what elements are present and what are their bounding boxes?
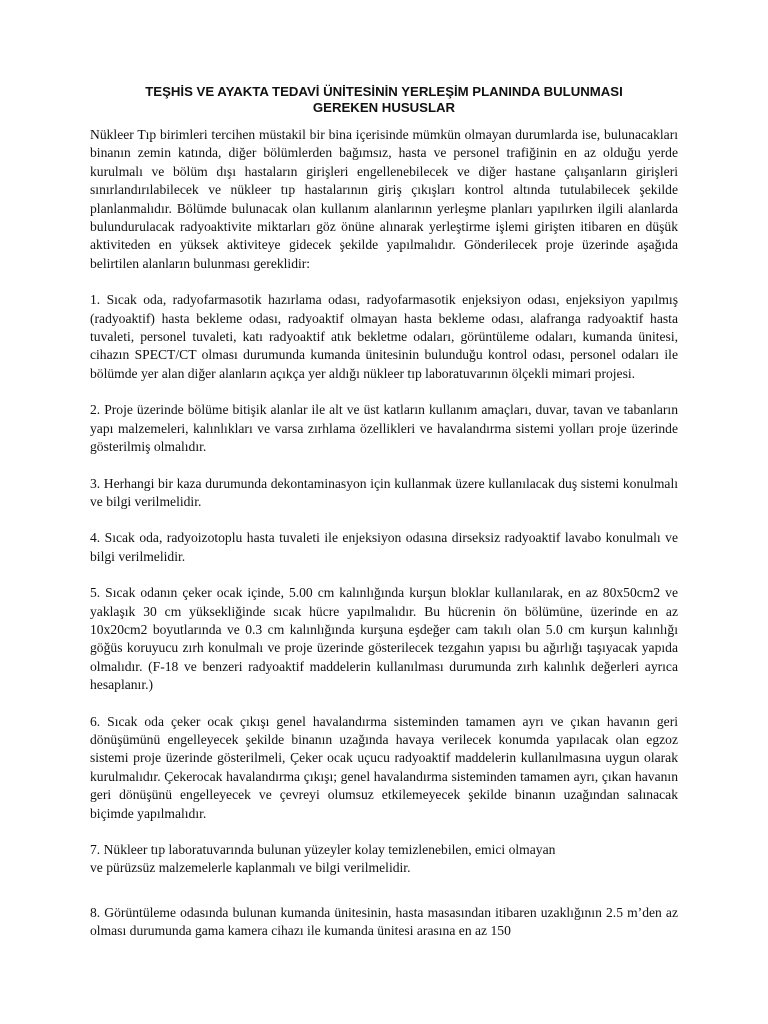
item-7-line-2: ve pürüzsüz malzemelerle kaplanmalı ve bilgi verilmelidir. xyxy=(90,860,411,876)
item-6-paragraph: 6. Sıcak oda çeker ocak çıkışı genel havalandırma sisteminden tamamen ayrı ve çıkan havanın geri dönüşümünü engelleyecek şekilde binanın uzağında havaya verilecek konumda yapılacak olan egzoz sistemi proje üzerinde gösterilmeli, Çeker ocak uçucu radyoaktif maddelerin kullanılmasına uygun olarak kurulmalıdır. Çekerocak havalandırma çıkışı; genel havalandırma sisteminden tamamen ayrı, çıkan havanın geri dönüşünü engelleyecek ve çevreyi olumsuz etkilemeyecek şekilde binanın uzağından salınacak biçimde yapılmalıdır. xyxy=(90,713,678,821)
title-line-1: TEŞHİS VE AYAKTA TEDAVİ ÜNİTESİNİN YERLEŞİM PLANINDA BULUNMASI xyxy=(145,84,623,99)
title-line-2: GEREKEN HUSUSLAR xyxy=(312,100,456,115)
document-page xyxy=(90,84,678,941)
item-1-paragraph: 1. Sıcak oda, radyofarmasotik hazırlama odası, radyofarmasotik enjeksiyon odası, enjeksiyon yapılmış (radyoaktif) hasta bekleme odası, radyoaktif olmayan hasta bekleme odası, alafranga radyoaktif hasta tuvaleti, personel tuvaleti, katı radyoaktif atık bekletme odaları, görüntüleme odaları, kumanda ünitesi, cihazın SPECT/CT olması durumunda kumanda ünitesinin bulunduğu kontrol odası, personel odaları ile bölümde yer alan diğer alanların açıkça yer aldığı nükleer tıp laboratuvarının ölçekli mimari projesi. xyxy=(90,292,678,381)
item-2-paragraph: 2. Proje üzerinde bölüme bitişik alanlar ile alt ve üst katların kullanım amaçları, duvar, tavan ve tabanların yapı malzemeleri, kalınlıkları ve varsa zırhlama özellikleri ve havalandırma sistemi yolları proje üzerinde gösterilmiş olmalıdır. xyxy=(90,402,678,455)
document-title xyxy=(90,84,678,116)
intro-paragraph: Nükleer Tıp birimleri tercihen müstakil bir bina içerisinde mümkün olmayan durumlarda ise, bulunacakları binanın zemin katında, diğer bölümlerden bağımsız, hasta ve personel trafiğinin en az olduğu yerde kurulmalı ve bölüm dışı hastaların girişleri engellenebilecek ve diğer hastane çalışanların girişleri sınırlandırılabilecek ve nükleer tıp hastalarının giriş çıkışları kontrol altında tutulabilecek şekilde planlanmalıdır. Bölümde bulunacak olan kullanım alanlarının yerleşme planları yapılırken ilgili alanlarda bulundurulacak radyoaktivite miktarları göz önüne alınarak yerleştirme işlemi girişten itibaren en düşük aktiviteden en yüksek aktiviteye gidecek şekilde yapılmalıdır. Gönderilecek proje üzerinde aşağıda belirtilen alanların bulunması gereklidir: xyxy=(90,127,678,271)
item-3-paragraph: 3. Herhangi bir kaza durumunda dekontaminasyon için kullanmak üzere kullanılacak duş sistemi konulmalı ve bilgi verilmelidir. xyxy=(90,475,678,509)
item-7-line-1: 7. Nükleer tıp laboratuvarında bulunan yüzeyler kolay temizlenebilen, emici olmayan xyxy=(90,842,556,857)
item-7-paragraph xyxy=(90,841,678,878)
item-4-paragraph: 4. Sıcak oda, radyoizotoplu hasta tuvaleti ile enjeksiyon odasına dirseksiz radyoaktif lavabo konulmalı ve bilgi verilmelidir. xyxy=(90,530,678,564)
item-8-paragraph: 8. Görüntüleme odasında bulunan kumanda ünitesinin, hasta masasından itibaren uzaklığının 2.5 m’den az olması durumunda gama kamera cihazı ile kumanda ünitesi arasına en az 150 xyxy=(90,904,678,939)
item-5-paragraph: 5. Sıcak odanın çeker ocak içinde, 5.00 cm kalınlığında kurşun bloklar kullanılarak, en az 80x50cm2 ve yaklaşık 30 cm yüksekliğinde sıcak hücre yapılmalıdır. Bu hücrenin ön bölümüne, üzerinde en az 10x20cm2 boyutlarında ve 0.3 cm kalınlığında kurşuna eşdeğer cam takılı olan 5.0 cm kurşun kalınlığı göğüs koruyucu zırh konulmalı ve proje üzerinde gösterilecek tezgahın yapısı bu ağırlığı taşıyacak yapıda olmalıdır. (F-18 ve benzeri radyoaktif maddelerin kullanılması durumunda zırh kalınlık değerleri ayrıca hesaplanır.) xyxy=(90,585,678,693)
